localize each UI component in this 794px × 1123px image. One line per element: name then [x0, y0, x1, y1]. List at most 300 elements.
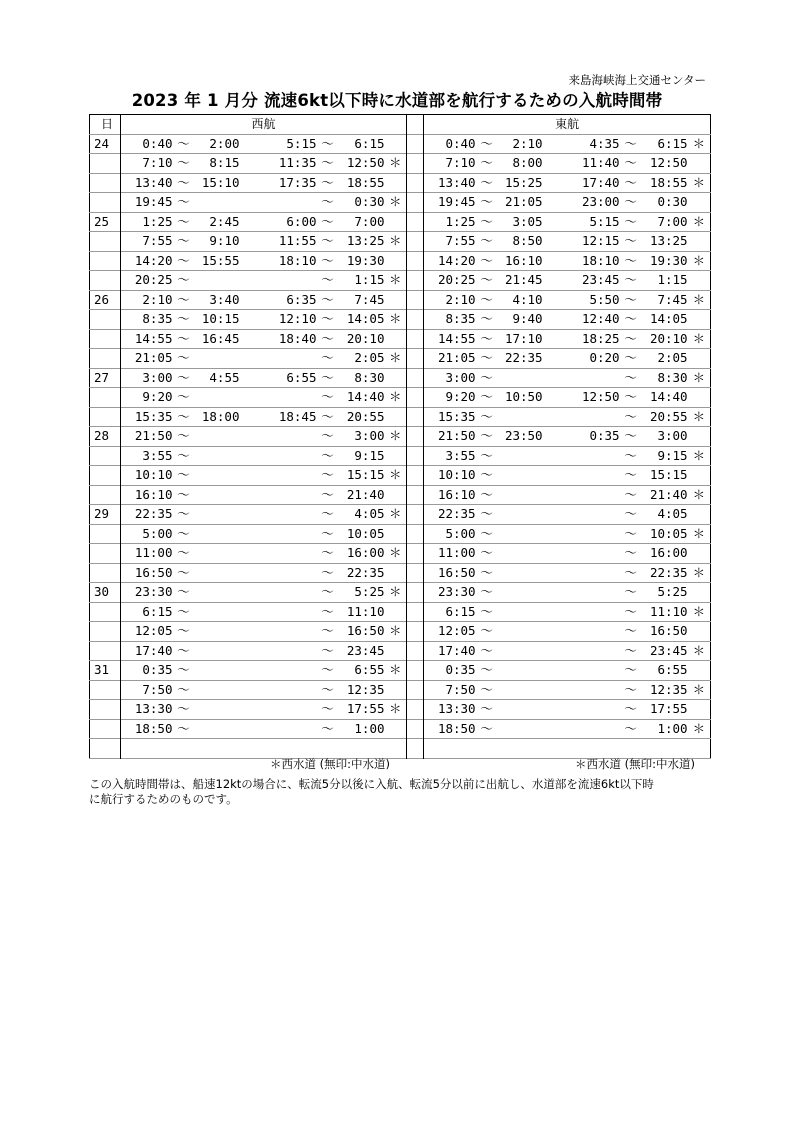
- east-tilde-1: ～: [480, 467, 493, 482]
- east-start-1: 20:25: [437, 272, 476, 287]
- east-channel-mark: ＊: [692, 252, 706, 268]
- west-channel-mark: [385, 524, 407, 544]
- east-end-2: 4:05: [657, 506, 688, 521]
- column-separator: [407, 407, 424, 427]
- west-end-1: 15:10: [201, 174, 240, 190]
- east-tilde-2: ～: [624, 467, 637, 482]
- east-tilde-1: ～: [480, 428, 493, 443]
- west-start-2: 11:55: [278, 233, 317, 248]
- west-tilde-2: ～: [321, 467, 334, 482]
- west-start-1: 21:05: [134, 350, 173, 365]
- east-channel-mark: ＊: [692, 135, 706, 151]
- east-tilde-1: ～: [480, 545, 493, 560]
- east-end-1: 8:50: [512, 233, 543, 248]
- east-start-2: [543, 466, 620, 486]
- west-start-1: 16:10: [134, 486, 173, 502]
- east-start-1: 2:10: [445, 291, 476, 307]
- column-separator: [407, 368, 424, 388]
- table-row: [90, 544, 711, 564]
- column-separator: [407, 173, 424, 193]
- west-channel-mark: ＊: [389, 155, 402, 170]
- footnote: [89, 777, 719, 807]
- east-tilde-1: [476, 739, 498, 759]
- west-tilde-1: ～: [177, 447, 190, 463]
- east-tilde-1: ～: [480, 369, 493, 385]
- day-cell: [90, 524, 121, 544]
- east-channel-mark: ＊: [692, 642, 706, 658]
- east-end-2: 21:40: [649, 486, 688, 502]
- west-start-2: [240, 544, 317, 564]
- west-end-2: 13:25: [346, 233, 385, 248]
- east-channel-mark: [688, 427, 711, 447]
- west-tilde-1: ～: [177, 174, 190, 190]
- east-end-2: 19:30: [649, 252, 688, 268]
- west-tilde-2: ～: [321, 447, 334, 463]
- west-tilde-1: ～: [177, 408, 190, 424]
- west-tilde-2: ～: [321, 642, 334, 658]
- west-end-2: 12:50: [346, 155, 385, 170]
- east-tilde-2: ～: [624, 213, 637, 229]
- east-end-1: [498, 505, 543, 525]
- east-start-1: 21:05: [437, 350, 476, 365]
- day-cell: 30: [90, 583, 121, 603]
- day-cell: [90, 485, 121, 505]
- east-end-2: 0:30: [657, 194, 688, 209]
- west-start-1: 7:50: [142, 681, 173, 697]
- column-separator: [407, 251, 424, 271]
- east-start-1: 7:55: [445, 233, 476, 248]
- west-start-1: 13:40: [134, 174, 173, 190]
- east-tilde-1: ～: [480, 584, 493, 599]
- west-end-2: 6:15: [354, 135, 385, 151]
- west-channel-mark: ＊: [389, 467, 402, 482]
- east-tilde-2: ～: [624, 564, 637, 580]
- west-channel-mark: [385, 407, 407, 427]
- west-end-1: [195, 349, 240, 369]
- east-end-2: 10:05: [649, 525, 688, 541]
- east-tilde-1: ～: [480, 194, 493, 209]
- west-start-1: 1:25: [142, 213, 173, 229]
- west-start-2: 11:35: [278, 155, 317, 170]
- west-tilde-1: ～: [177, 350, 190, 365]
- table-row: [90, 602, 711, 622]
- column-separator: [407, 349, 424, 369]
- column-separator: [407, 115, 424, 135]
- west-tilde-2: ～: [321, 135, 334, 151]
- west-start-2: 6:55: [286, 369, 317, 385]
- west-start-2: 12:10: [278, 311, 317, 326]
- east-channel-mark: ＊: [692, 525, 706, 541]
- west-end-2: 16:50: [346, 623, 385, 638]
- east-tilde-2: ～: [624, 662, 637, 677]
- west-tilde-2: ～: [321, 194, 334, 209]
- east-start-1: 17:40: [437, 642, 476, 658]
- west-channel-mark: [385, 602, 407, 622]
- east-tilde-1: ～: [480, 389, 493, 404]
- west-tilde-2: ～: [321, 369, 334, 385]
- west-channel-mark: [385, 212, 407, 232]
- west-start-1: 15:35: [134, 408, 173, 424]
- east-channel-mark: [688, 583, 711, 603]
- east-start-2: [543, 524, 620, 544]
- east-start-2: [543, 446, 620, 466]
- table-row: [90, 661, 711, 681]
- day-cell: 31: [90, 661, 121, 681]
- east-channel-mark: [688, 505, 711, 525]
- east-end-1: [498, 466, 543, 486]
- east-start-2: [543, 700, 620, 720]
- table-row: [90, 719, 711, 739]
- west-end-2: 5:25: [354, 584, 385, 599]
- east-end-2: 6:15: [657, 135, 688, 151]
- east-start-2: [543, 583, 620, 603]
- west-end-2: 18:55: [346, 174, 385, 190]
- west-end-2: 11:10: [346, 603, 385, 619]
- west-tilde-1: ～: [177, 545, 190, 560]
- east-tilde-2: ～: [624, 603, 637, 619]
- west-end-1: [195, 602, 240, 622]
- east-end-2: 5:25: [657, 584, 688, 599]
- table-row: [90, 622, 711, 642]
- west-start-2: [240, 485, 317, 505]
- west-start-2: [240, 680, 317, 700]
- west-start-1: 0:35: [142, 662, 173, 677]
- day-cell: 27: [90, 368, 121, 388]
- west-start-2: [240, 505, 317, 525]
- west-end-2: 6:55: [354, 662, 385, 677]
- table-row: [90, 173, 711, 193]
- west-end-1: 15:55: [201, 252, 240, 268]
- east-end-2: 16:50: [649, 623, 688, 638]
- table-row: [90, 134, 711, 154]
- table-row: [90, 310, 711, 330]
- east-channel-mark: [688, 154, 711, 174]
- east-tilde-2: ～: [624, 545, 637, 560]
- column-separator: [407, 134, 424, 154]
- east-start-1: 7:10: [445, 155, 476, 170]
- east-channel-mark: ＊: [692, 603, 706, 619]
- east-end-1: 8:00: [512, 155, 543, 170]
- west-channel-mark: ＊: [389, 272, 402, 287]
- east-end-2: 22:35: [649, 564, 688, 580]
- east-start-2: 11:40: [581, 155, 620, 170]
- west-tilde-1: ～: [177, 720, 190, 736]
- west-end-1: 4:55: [209, 369, 240, 385]
- header-day: 日: [90, 115, 121, 135]
- day-cell: [90, 232, 121, 252]
- east-tilde-2: ～: [624, 135, 637, 151]
- east-tilde-1: ～: [480, 506, 493, 521]
- east-end-1: 23:50: [504, 428, 543, 443]
- east-end-1: [498, 407, 543, 427]
- east-tilde-2: ～: [624, 350, 637, 365]
- table-row: [90, 485, 711, 505]
- west-end-1: [195, 544, 240, 564]
- east-start-1: 22:35: [437, 506, 476, 521]
- east-channel-mark: ＊: [692, 369, 706, 385]
- west-end-2: 3:00: [354, 428, 385, 443]
- west-tilde-2: ～: [321, 720, 334, 736]
- east-tilde-2: ～: [624, 369, 637, 385]
- west-start-2: 5:15: [286, 135, 317, 151]
- west-channel-mark: ＊: [389, 389, 402, 404]
- east-tilde-1: ～: [480, 525, 493, 541]
- east-end-2: 18:55: [649, 174, 688, 190]
- east-end-1: [498, 368, 543, 388]
- west-start-1: 0:40: [142, 135, 173, 151]
- east-end-1: [498, 446, 543, 466]
- day-cell: [90, 680, 121, 700]
- east-tilde-1: ～: [480, 447, 493, 463]
- east-end-1: 4:10: [512, 291, 543, 307]
- west-end-1: 18:00: [201, 408, 240, 424]
- west-tilde-2: ～: [321, 506, 334, 521]
- west-end-1: [195, 622, 240, 642]
- west-end-1: [195, 700, 240, 720]
- east-tilde-1: ～: [480, 408, 493, 424]
- west-channel-mark: [385, 134, 407, 154]
- west-start-1: 11:00: [134, 545, 173, 560]
- east-tilde-1: ～: [480, 135, 493, 151]
- east-start-1: 23:30: [437, 584, 476, 599]
- east-start-2: 18:25: [581, 330, 620, 346]
- day-cell: 28: [90, 427, 121, 447]
- west-start-1: 3:55: [142, 447, 173, 463]
- day-cell: [90, 739, 121, 759]
- table-row: [90, 368, 711, 388]
- day-cell: [90, 407, 121, 427]
- west-tilde-1: ～: [177, 701, 190, 716]
- west-start-1: 18:50: [134, 720, 173, 736]
- east-start-1: 11:00: [437, 545, 476, 560]
- east-end-1: [498, 622, 543, 642]
- day-cell: 26: [90, 290, 121, 310]
- west-tilde-1: ～: [177, 369, 190, 385]
- west-channel-mark: [385, 641, 407, 661]
- legend-east: ＊西水道 (無印:中水道): [575, 757, 696, 771]
- east-channel-mark: [688, 700, 711, 720]
- west-tilde-1: ～: [177, 389, 190, 404]
- east-start-2: [543, 563, 620, 583]
- west-end-1: [195, 388, 240, 408]
- west-channel-mark: ＊: [389, 194, 402, 209]
- west-tilde-1: ～: [177, 291, 190, 307]
- west-start-2: [240, 271, 317, 291]
- east-end-1: 9:40: [512, 311, 543, 326]
- column-separator: [407, 505, 424, 525]
- west-start-2: [240, 563, 317, 583]
- west-start-1: 13:30: [134, 701, 173, 716]
- west-channel-mark: ＊: [389, 584, 402, 599]
- west-end-1: 2:00: [209, 135, 240, 151]
- east-end-1: [498, 680, 543, 700]
- table-row: [90, 290, 711, 310]
- west-start-2: [240, 446, 317, 466]
- east-tilde-2: ～: [624, 681, 637, 697]
- column-separator: [407, 544, 424, 564]
- day-cell: [90, 602, 121, 622]
- west-channel-mark: ＊: [389, 701, 402, 716]
- west-end-1: [195, 271, 240, 291]
- east-end-1: [498, 563, 543, 583]
- west-start-1: 21:50: [134, 428, 173, 443]
- west-start-2: 6:35: [286, 291, 317, 307]
- east-start-2: [543, 407, 620, 427]
- west-end-1: [195, 524, 240, 544]
- west-end-2: 23:45: [346, 642, 385, 658]
- east-tilde-1: ～: [480, 720, 493, 736]
- west-end-2: 19:30: [346, 252, 385, 268]
- east-end-1: 10:50: [504, 389, 543, 404]
- west-end-1: [195, 193, 240, 213]
- east-end-2: 16:00: [649, 545, 688, 560]
- table-row: [90, 583, 711, 603]
- west-tilde-2: ～: [321, 584, 334, 599]
- footnote-line-2: に航行するためのものです。: [89, 792, 238, 806]
- east-tilde-1: ～: [480, 174, 493, 190]
- day-cell: [90, 700, 121, 720]
- west-end-1: 9:10: [209, 233, 240, 248]
- east-tilde-2: ～: [624, 311, 637, 326]
- west-end-2: 1:00: [354, 720, 385, 736]
- east-start-2: 12:50: [581, 389, 620, 404]
- day-cell: [90, 251, 121, 271]
- east-end-2: 14:05: [649, 311, 688, 326]
- table-row: [90, 329, 711, 349]
- day-cell: [90, 329, 121, 349]
- east-end-1: [498, 661, 543, 681]
- column-separator: [407, 680, 424, 700]
- east-start-1: 13:40: [437, 174, 476, 190]
- day-cell: [90, 641, 121, 661]
- east-channel-mark: [688, 193, 711, 213]
- east-end-2: 2:05: [657, 350, 688, 365]
- east-start-2: 5:50: [589, 291, 620, 307]
- west-tilde-1: [173, 739, 195, 759]
- east-end-1: 15:25: [504, 174, 543, 190]
- west-channel-mark: [385, 290, 407, 310]
- table-row: [90, 524, 711, 544]
- east-tilde-2: ～: [624, 330, 637, 346]
- east-end-1: [498, 524, 543, 544]
- west-tilde-1: ～: [177, 603, 190, 619]
- west-tilde-2: ～: [321, 603, 334, 619]
- column-separator: [407, 641, 424, 661]
- day-cell: [90, 310, 121, 330]
- west-end-1: [195, 583, 240, 603]
- west-start-1: 20:25: [134, 272, 173, 287]
- column-separator: [407, 524, 424, 544]
- west-tilde-2: ～: [321, 525, 334, 541]
- west-channel-mark: ＊: [389, 311, 402, 326]
- table-row: [90, 505, 711, 525]
- west-tilde-1: ～: [177, 194, 190, 209]
- east-channel-mark: ＊: [692, 681, 706, 697]
- east-channel-mark: ＊: [692, 720, 706, 736]
- west-end-2: 4:05: [354, 506, 385, 521]
- west-start-1: 14:20: [134, 252, 173, 268]
- column-separator: [407, 739, 424, 759]
- west-end-2: 17:55: [346, 701, 385, 716]
- timetable: [89, 114, 711, 759]
- west-channel-mark: ＊: [389, 545, 402, 560]
- east-channel-mark: ＊: [692, 408, 706, 424]
- west-tilde-1: ～: [177, 584, 190, 599]
- table-row: [90, 446, 711, 466]
- west-start-1: 7:10: [142, 155, 173, 170]
- column-separator: [407, 193, 424, 213]
- west-end-2: 14:05: [346, 311, 385, 326]
- west-start-2: [240, 602, 317, 622]
- east-end-1: 22:35: [504, 350, 543, 365]
- east-end-2: 20:55: [649, 408, 688, 424]
- column-separator: [407, 719, 424, 739]
- east-end-2: 1:00: [657, 720, 688, 736]
- east-tilde-2: ～: [624, 428, 637, 443]
- east-tilde-2: ～: [624, 584, 637, 599]
- column-separator: [407, 602, 424, 622]
- west-tilde-1: ～: [177, 155, 190, 170]
- east-tilde-1: ～: [480, 233, 493, 248]
- west-start-1: 17:40: [134, 642, 173, 658]
- west-tilde-2: ～: [321, 545, 334, 560]
- west-start-1: 5:00: [142, 525, 173, 541]
- table-row: [90, 700, 711, 720]
- east-tilde-1: ～: [480, 603, 493, 619]
- west-start-1: 9:20: [142, 389, 173, 404]
- west-start-2: 18:45: [278, 408, 317, 424]
- east-start-2: 12:15: [581, 233, 620, 248]
- east-start-2: [543, 719, 620, 739]
- east-tilde-1: ～: [480, 681, 493, 697]
- east-start-2: 4:35: [589, 135, 620, 151]
- east-tilde-2: ～: [624, 174, 637, 190]
- east-end-2: 12:50: [649, 155, 688, 170]
- east-tilde-2: ～: [624, 447, 637, 463]
- west-end-2: 7:45: [354, 291, 385, 307]
- east-start-1: 12:05: [437, 623, 476, 638]
- west-end-2: 9:15: [354, 447, 385, 463]
- east-end-1: [498, 485, 543, 505]
- east-start-2: 0:20: [589, 350, 620, 365]
- east-start-2: [543, 544, 620, 564]
- table-row: [90, 251, 711, 271]
- day-cell: [90, 349, 121, 369]
- west-start-2: [240, 193, 317, 213]
- east-end-1: [498, 544, 543, 564]
- day-cell: [90, 173, 121, 193]
- east-start-1: 15:35: [437, 408, 476, 424]
- east-tilde-2: ～: [624, 194, 637, 209]
- east-tilde-1: ～: [480, 213, 493, 229]
- west-tilde-2: ～: [321, 330, 334, 346]
- table-row: [90, 349, 711, 369]
- footnote-line-1: この入航時間帯は、船速12ktの場合に、転流5分以後に入航、転流5分以前に出航し、水道部を流速6kt以下時: [89, 777, 654, 791]
- east-channel-mark: ＊: [692, 447, 706, 463]
- column-separator: [407, 388, 424, 408]
- east-start-2: 23:00: [581, 194, 620, 209]
- west-channel-mark: ＊: [389, 233, 402, 248]
- west-channel-mark: [385, 719, 407, 739]
- east-channel-mark: ＊: [692, 174, 706, 190]
- east-tilde-2: ～: [624, 252, 637, 268]
- east-tilde-2: ～: [624, 272, 637, 287]
- west-start-1: 2:10: [142, 291, 173, 307]
- west-tilde-2: ～: [321, 681, 334, 697]
- east-start-1: 18:50: [437, 720, 476, 736]
- east-end-1: 2:10: [512, 135, 543, 151]
- west-tilde-1: ～: [177, 467, 190, 482]
